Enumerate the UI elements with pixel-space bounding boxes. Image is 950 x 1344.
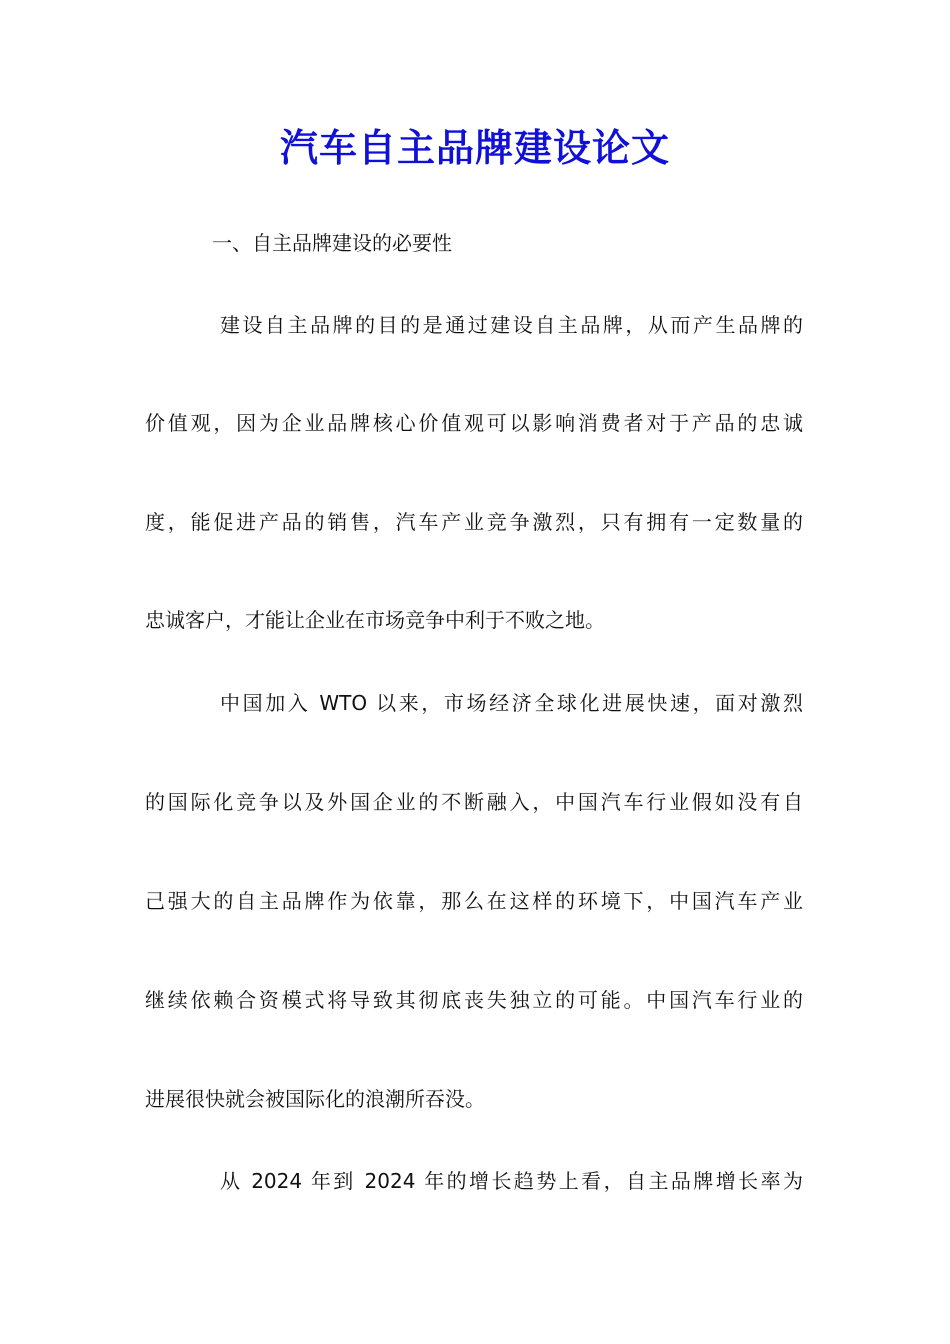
paragraph-1-line-1: 建设自主品牌的目的是通过建设自主品牌，从而产生品牌的 [220,313,803,337]
document-title: 汽车自主品牌建设论文 [279,125,670,170]
paragraph-2-line-5: 进展很快就会被国际化的浪潮所吞没。 [145,1087,485,1111]
paragraph-1-line-2: 价值观，因为企业品牌核心价值观可以影响消费者对于产品的忠诚 [145,411,803,435]
paragraph-1-line-4: 忠诚客户，才能让企业在市场竞争中利于不败之地。 [145,608,605,632]
paragraph-3-line-1: 从 2024 年到 2024 年的增长趋势上看，自主品牌增长率为 [220,1169,803,1193]
section-heading: 一、自主品牌建设的必要性 [212,231,452,255]
paragraph-2-line-2: 的国际化竞争以及外国企业的不断融入，中国汽车行业假如没有自 [145,790,803,814]
paragraph-2-line-1: 中国加入 WTO 以来，市场经济全球化进展快速，面对激烈 [220,691,803,715]
paragraph-2-line-4: 继续依赖合资模式将导致其彻底丧失独立的可能。中国汽车行业的 [145,988,803,1012]
paragraph-2-line-3: 己强大的自主品牌作为依靠，那么在这样的环境下，中国汽车产业 [145,889,803,913]
paragraph-1-line-3: 度，能促进产品的销售，汽车产业竞争激烈，只有拥有一定数量的 [145,510,803,534]
